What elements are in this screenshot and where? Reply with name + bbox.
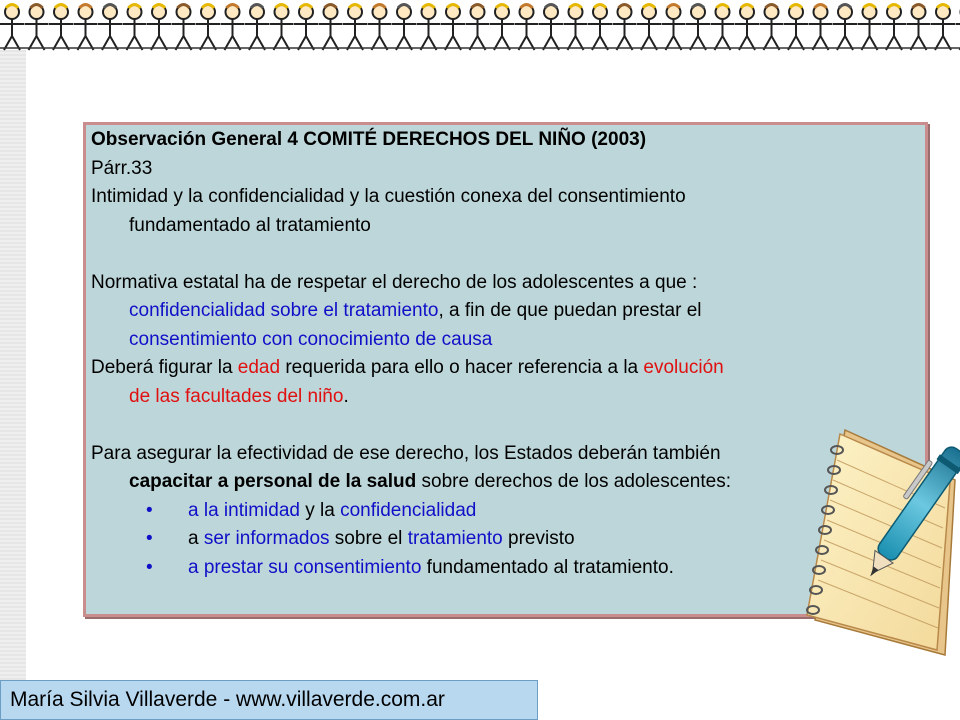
stick-figure bbox=[809, 5, 833, 51]
edad-pre: Deberá figurar la bbox=[91, 357, 238, 378]
stick-figures-banner bbox=[0, 0, 960, 52]
stick-figure bbox=[123, 5, 147, 51]
stick-figure bbox=[74, 5, 98, 51]
paragraph-reference: Párr.33 bbox=[91, 157, 153, 179]
stick-figure bbox=[0, 5, 24, 51]
slide-title: Observación General 4 COMITÉ DERECHOS DEL NIÑO (2003) bbox=[91, 129, 647, 150]
edad-mid: requerida para ello o hacer referencia a la bbox=[280, 357, 644, 378]
footer-author-bar bbox=[0, 680, 538, 720]
edad-line-2 bbox=[91, 383, 891, 412]
edad-line-1 bbox=[91, 354, 891, 383]
consentimiento-highlight: consentimiento con conocimiento de causa bbox=[129, 328, 493, 350]
edad-highlight: edad bbox=[237, 357, 281, 378]
stick-figure bbox=[760, 5, 784, 51]
stick-figure bbox=[147, 5, 171, 51]
bullet-blue-text: tratamiento bbox=[407, 528, 503, 549]
stick-figure bbox=[172, 5, 196, 51]
normativa-line-1: Normativa estatal ha de respetar el derecho de los adolescentes a que : bbox=[91, 271, 698, 293]
stick-figure bbox=[907, 5, 931, 51]
spacer bbox=[91, 240, 891, 269]
confidencialidad-highlight: confidencialidad sobre el tratamiento bbox=[129, 300, 439, 321]
slide-content bbox=[91, 126, 891, 582]
bullet-blue-text: ser informados bbox=[203, 528, 330, 549]
bullet-icon: • bbox=[146, 556, 153, 578]
stick-figure bbox=[98, 5, 122, 51]
capacitar-bold: capacitar a personal de la salud bbox=[129, 471, 417, 492]
bullet-text: sobre el bbox=[329, 528, 408, 549]
estados-line-2 bbox=[91, 468, 891, 497]
stick-figure bbox=[735, 5, 759, 51]
spacer bbox=[91, 411, 891, 440]
stick-figure bbox=[564, 5, 588, 51]
left-decorative-bar bbox=[0, 50, 26, 720]
facultades-highlight: de las facultades del niño bbox=[129, 385, 344, 407]
stick-figure bbox=[270, 5, 294, 51]
stick-figure bbox=[858, 5, 882, 51]
estados-rest: sobre derechos de los adolescentes: bbox=[416, 471, 732, 492]
stick-figures-illustration bbox=[0, 0, 960, 52]
evolucion-highlight: evolución bbox=[643, 357, 724, 378]
stick-figure bbox=[711, 5, 735, 51]
bullet-text: y la bbox=[299, 499, 341, 521]
intro-line-2: fundamentado al tratamiento bbox=[129, 214, 371, 236]
stick-figure bbox=[221, 5, 245, 51]
bullet-item-informados bbox=[91, 525, 891, 554]
stick-figure bbox=[417, 5, 441, 51]
stick-figure bbox=[319, 5, 343, 51]
bullet-text: a bbox=[188, 528, 204, 549]
bullet-text: fundamentado al tratamiento. bbox=[421, 556, 674, 578]
bullet-blue-text: a la intimidad bbox=[188, 499, 300, 521]
bullet-blue-text: confidencialidad bbox=[340, 499, 477, 521]
stick-figure bbox=[368, 5, 392, 51]
intro-line-1: Intimidad y la confidencialidad y la cuestión conexa del consentimiento bbox=[91, 186, 686, 207]
bullet-blue-text: a prestar su consentimiento bbox=[188, 556, 422, 578]
stick-figure bbox=[515, 5, 539, 51]
stick-figure bbox=[196, 5, 220, 51]
stick-figure bbox=[25, 5, 49, 51]
stick-figure bbox=[882, 5, 906, 51]
stick-figure bbox=[49, 5, 73, 51]
estados-line-1: Para asegurar la efectividad de ese derecho, los Estados deberán también bbox=[91, 442, 721, 464]
stick-figure bbox=[588, 5, 612, 51]
stick-figure bbox=[466, 5, 490, 51]
normativa-rest: , a fin de que puedan prestar el bbox=[438, 300, 702, 321]
stick-figure bbox=[539, 5, 563, 51]
stick-figure bbox=[441, 5, 465, 51]
edad-end: . bbox=[343, 385, 349, 407]
stick-figure bbox=[343, 5, 367, 51]
stick-figure bbox=[490, 5, 514, 51]
stick-figure bbox=[956, 5, 960, 51]
stick-figure bbox=[784, 5, 808, 51]
stick-figure bbox=[245, 5, 269, 51]
bullet-item-consentimiento bbox=[91, 554, 891, 583]
bullet-text: previsto bbox=[502, 528, 575, 549]
bullet-icon: • bbox=[146, 528, 153, 549]
stick-figure bbox=[833, 5, 857, 51]
stick-figure bbox=[392, 5, 416, 51]
stick-figure bbox=[686, 5, 710, 51]
bullet-item-intimidad bbox=[91, 497, 891, 526]
bullet-icon: • bbox=[146, 499, 153, 521]
stick-figure bbox=[637, 5, 661, 51]
stick-figure bbox=[931, 5, 955, 51]
stick-figure bbox=[294, 5, 318, 51]
normativa-line-2 bbox=[91, 297, 891, 326]
footer-text: María Silvia Villaverde - www.villaverde.com.ar bbox=[10, 688, 445, 711]
stick-figure bbox=[662, 5, 686, 51]
stick-figure bbox=[613, 5, 637, 51]
